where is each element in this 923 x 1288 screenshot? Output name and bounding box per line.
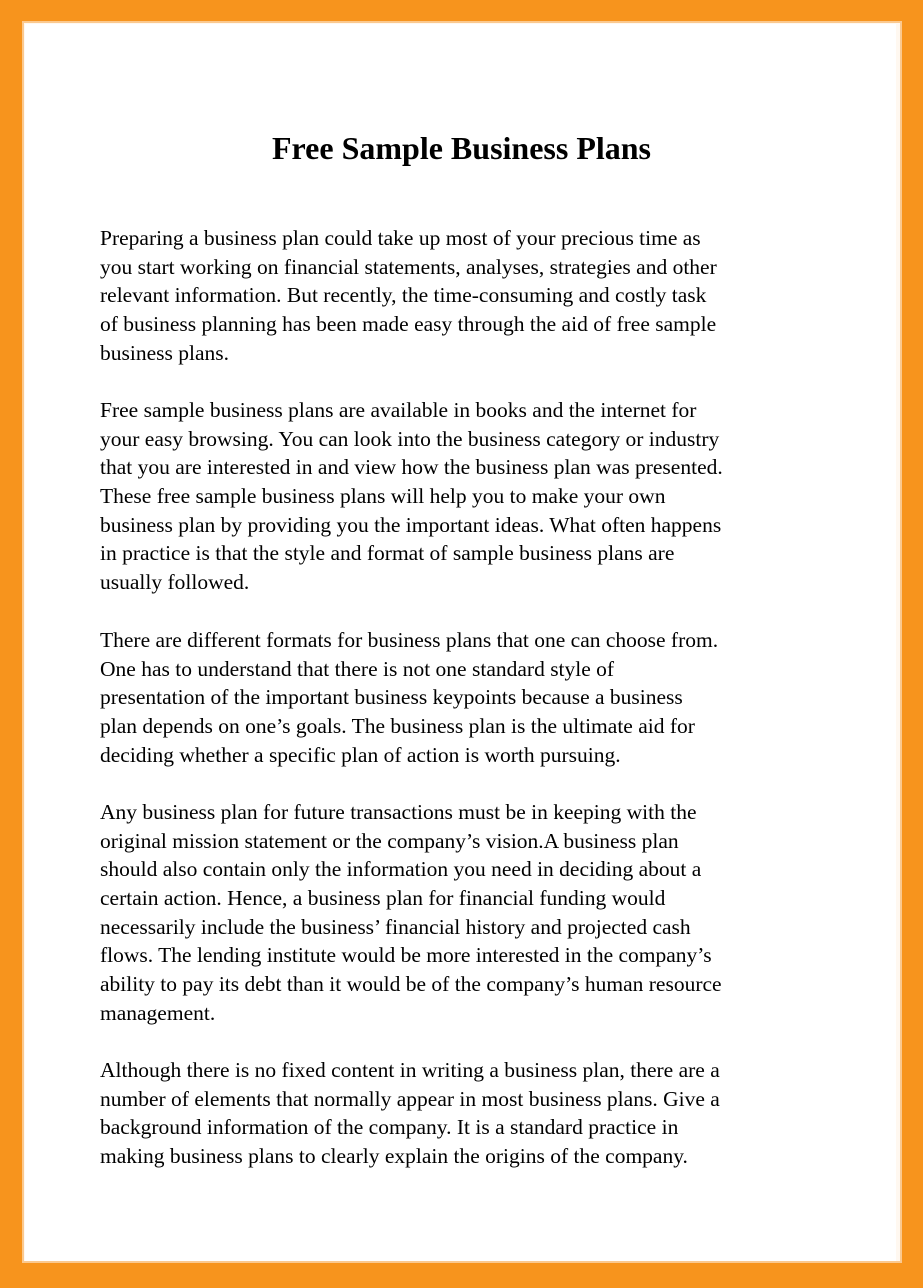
paragraph-line: One has to understand that there is not one standard style of: [100, 656, 615, 681]
paragraph-line: Although there is no fixed content in writing a business plan, there are a: [100, 1058, 720, 1082]
paragraph-3: [100, 626, 860, 769]
paragraph-4: [100, 798, 860, 1028]
paragraph-line: These free sample business plans will help you to make your own: [100, 484, 666, 509]
paragraph-line: of business planning has been made easy through the aid of free sample: [100, 312, 717, 337]
paragraph-line: making business plans to clearly explain the origins of the company.: [100, 1144, 688, 1169]
paragraph-1: [100, 224, 860, 367]
paragraph-line: your easy browsing. You can look into the business category or industry: [100, 426, 720, 451]
paragraph-line: There are different formats for business plans that one can choose from.: [100, 628, 719, 652]
paragraph-line: Preparing a business plan could take up most of your precious time as: [100, 226, 701, 250]
paragraph-line: plan depends on one’s goals. The business plan is the ultimate aid for: [100, 714, 695, 739]
paragraph-2: [100, 396, 860, 597]
paragraph-line: in practice is that the style and format of sample business plans are: [100, 541, 675, 566]
paragraph-line: background information of the company. It is a standard practice in: [100, 1115, 679, 1140]
paragraph-line: flows. The lending institute would be more interested in the company’s: [100, 943, 712, 968]
paragraph-line: relevant information. But recently, the time-consuming and costly task: [100, 283, 707, 308]
paragraph-line: deciding whether a specific plan of action is worth pursuing.: [100, 742, 621, 767]
document-title: Free Sample Business Plans: [272, 130, 651, 166]
paragraph-5: [100, 1056, 860, 1171]
paragraph-line: presentation of the important business keypoints because a business: [100, 685, 683, 710]
paragraph-line: business plans.: [100, 340, 229, 365]
paragraph-line: necessarily include the business’ financial history and projected cash: [100, 914, 691, 939]
paragraph-line: management.: [100, 1000, 216, 1025]
paragraph-line: you start working on financial statements, analyses, strategies and other: [100, 254, 717, 279]
paragraph-line: that you are interested in and view how the business plan was presented.: [100, 455, 723, 480]
paragraph-line: Any business plan for future transactions must be in keeping with the: [100, 800, 697, 824]
paragraph-line: business plan by providing you the important ideas. What often happens: [100, 512, 722, 537]
paragraph-line: Free sample business plans are available in books and the internet for: [100, 398, 697, 422]
paragraph-line: should also contain only the information you need in deciding about a: [100, 857, 702, 882]
paragraph-line: certain action. Hence, a business plan for financial funding would: [100, 886, 666, 911]
paragraph-line: number of elements that normally appear in most business plans. Give a: [100, 1086, 720, 1111]
paragraph-line: original mission statement or the company’s vision.A business plan: [100, 828, 679, 853]
paragraph-line: usually followed.: [100, 570, 250, 595]
paragraph-line: ability to pay its debt than it would be of the company’s human resource: [100, 972, 722, 997]
